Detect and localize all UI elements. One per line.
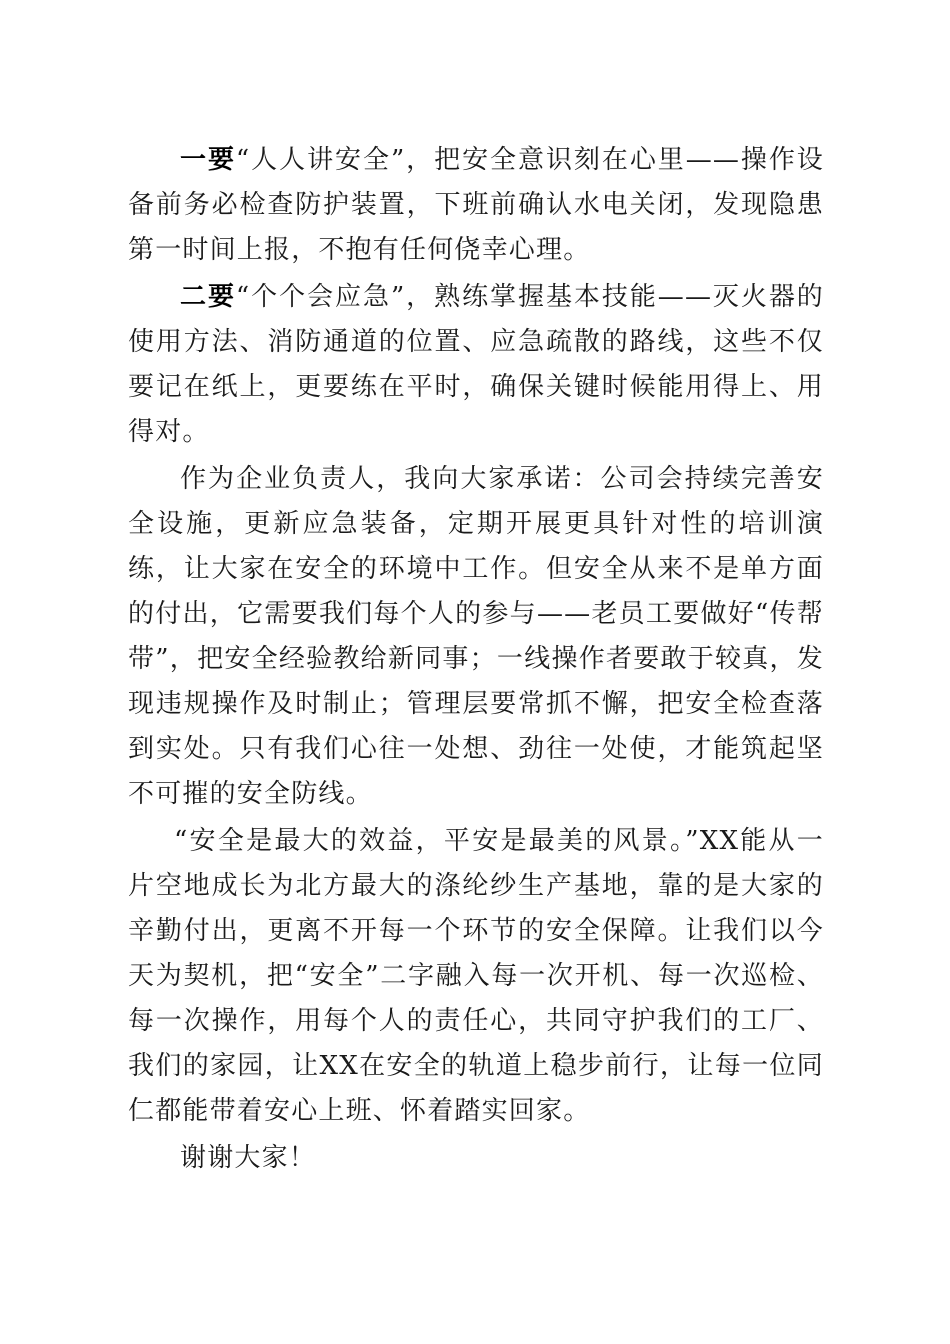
paragraph-closing-call	[128, 819, 824, 1134]
paragraph-text: 谢谢大家！	[180, 1143, 317, 1173]
paragraph-emergency-skills	[128, 275, 824, 455]
paragraph-lead: 一要	[180, 145, 236, 175]
paragraph-commitment	[128, 457, 824, 817]
paragraph-safety-awareness	[128, 138, 824, 273]
paragraph-thanks	[128, 1136, 824, 1181]
document-body	[128, 138, 824, 1183]
paragraph-text: “安全是最大的效益，平安是最美的风景。”XX能从一片空地成长为北方最大的涤纶纱生产基地，靠的是大家的辛勤付出，更离不开每一个环节的安全保障。让我们以今天为契机，把“安全”二字融入每一次开机、每一次巡检、每一次操作，用每个人的责任心，共同守护我们的工厂、我们的家园，让XX在安全的轨道上稳步前行，让每一位同仁都能带着安心上班、怀着踏实回家。	[128, 826, 824, 1126]
paragraph-lead: 二要	[180, 282, 236, 312]
paragraph-text: “人人讲安全”，把安全意识刻在心里——操作设备前务必检查防护装置，下班前确认水电关闭，发现隐患第一时间上报，不抱有任何侥幸心理。	[128, 145, 824, 265]
paragraph-text: 作为企业负责人，我向大家承诺：公司会持续完善安全设施，更新应急装备，定期开展更具针对性的培训演练，让大家在安全的环境中工作。但安全从来不是单方面的付出，它需要我们每个人的参与——老员工要做好“传帮带”，把安全经验教给新同事；一线操作者要敢于较真，发现违规操作及时制止；管理层要常抓不懈，把安全检查落到实处。只有我们心往一处想、劲往一处使，才能筑起坚不可摧的安全防线。	[128, 464, 824, 809]
paragraph-text: “个个会应急”，熟练掌握基本技能——灭火器的使用方法、消防通道的位置、应急疏散的路线，这些不仅要记在纸上，更要练在平时，确保关键时候能用得上、用得对。	[128, 282, 824, 447]
